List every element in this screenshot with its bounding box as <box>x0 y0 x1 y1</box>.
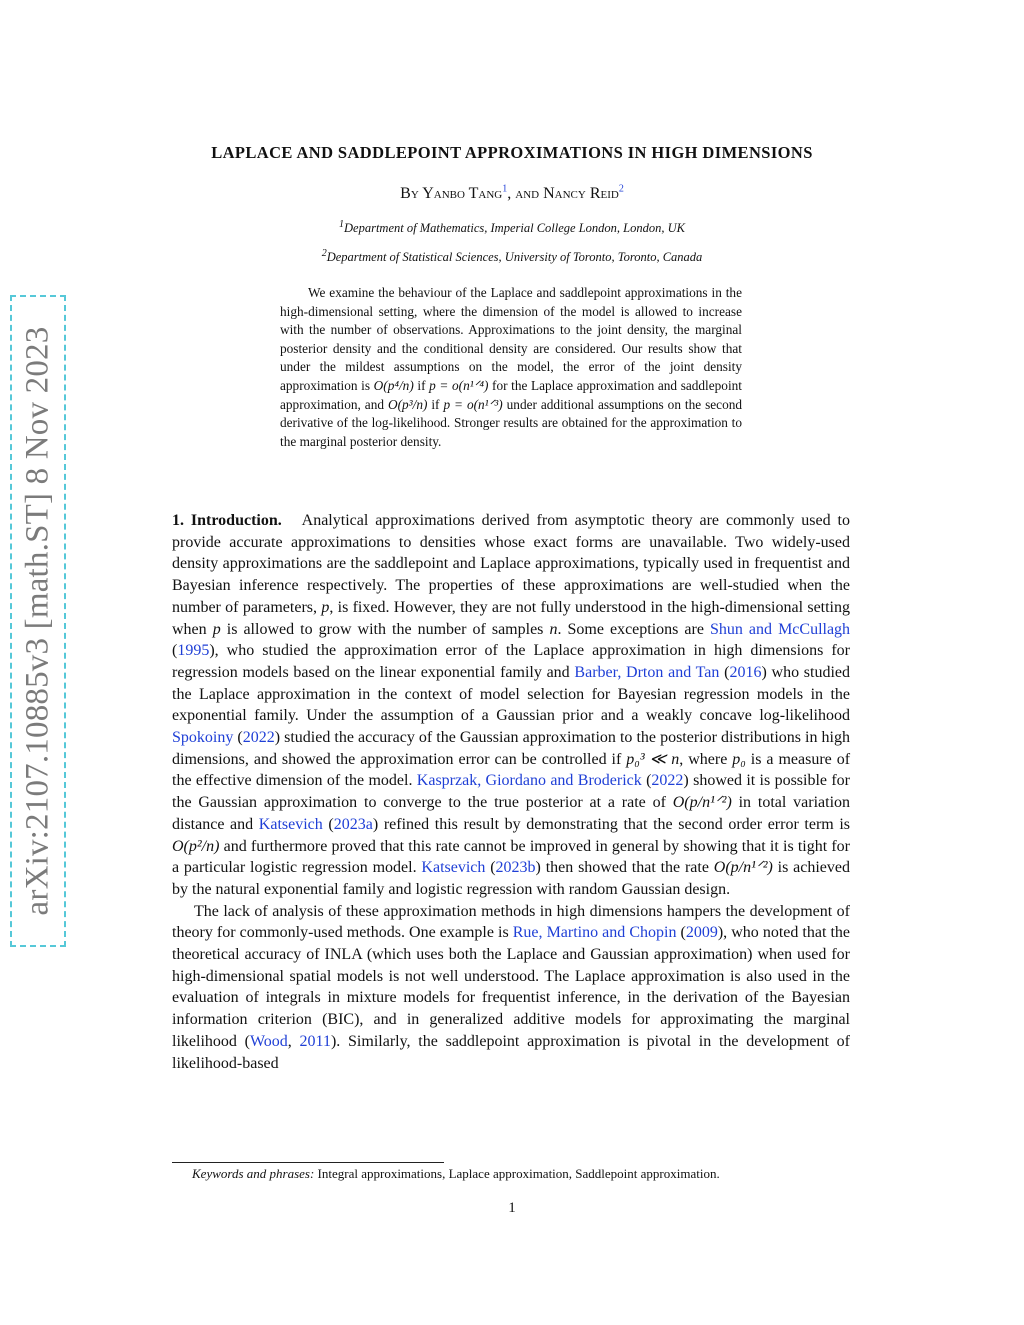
by-label: By <box>400 185 419 202</box>
citation-year-link[interactable]: 2022 <box>242 729 275 747</box>
affiliation-marker[interactable]: 2 <box>618 183 624 195</box>
citation-year-link[interactable]: 2023b <box>495 859 536 877</box>
citation-year-link[interactable]: 2016 <box>729 663 762 681</box>
math-expression: O(p⁴/n) <box>373 377 414 393</box>
citation-link[interactable]: Shun and McCullagh <box>710 620 851 638</box>
affiliation: $^2$Department of Statistical Sciences, University of Toronto, Toronto, Canada <box>321 247 703 264</box>
intro-paragraph: 1. Introduction. Analytical approximations derived from asymptotic theory are commonly used to provide accurate approximations to densities whose exact forms are unavailable. Two widely-used density approximations are the saddlepoint and Laplace approximations, typically used in frequentist and Bayesian inference respectively. The properties of these approximations are well-studied when the number of parameters, p, is fixed. However, they are not fully understood in the high-dimensional setting when p is allowed to grow with the number of samples n. Some exceptions are Shun and McCullagh (1995), who studied the approximation error of the Laplace approximation in high dimensions for regression models based on the linear exponential family and Barber, Drton and Tan (2016) who studied the Laplace approximation in the context of model selection for Bayesian regression models in the exponential family. Under the assumption of a Gaussian prior and a weakly concave log-likelihood Spokoiny (2022) studied the accuracy of the Gaussian approximation to the posterior distributions in high dimensions, and showed the approximation error can be controlled if p₀³ ≪ n, where p₀ is a measure of the effective dimension of the model. Kasprzak, Giordano and Broderick (2022) showed it is possible for the Gaussian approximation to converge to the true posterior at a rate of O(p/n¹ᐟ²) in total variation distance and Katsevich (2023a) refined this result by demonstrating that the second order error term is O(p²/n) and furthermore proved that this rate cannot be improved in general by showing that it is tight for a particular logistic regression model. Katsevich (2023b) then showed that the rate O(p/n¹ᐟ²) is achieved by the natural exponential family and logistic regression with random Gaussian design. <box>172 512 851 898</box>
citation-year-link[interactable]: 2011 <box>299 1032 331 1050</box>
footnote <box>192 1166 720 1182</box>
citation-link[interactable]: Kasprzak, Giordano and Broderick <box>416 772 642 790</box>
math-expression: p = o(n¹ᐟ⁴) <box>429 377 489 393</box>
author-line <box>0 185 1024 203</box>
arxiv-identifier: arXiv:2107.10885v3 [math.ST] 8 Nov 2023 <box>19 326 56 916</box>
citation-year-link[interactable]: 1995 <box>177 642 210 660</box>
citation-link[interactable]: Barber, Drton and Tan <box>574 663 720 681</box>
abstract-paragraph: We examine the behaviour of the Laplace and saddlepoint approximations in the high-dimensional setting, where the dimension of the model is allowed to increase with the number of observations. Approximations to the joint density, the marginal posterior density and the conditional density are considered. Our results show that under the mildest assumptions on the model, the error of the joint density approximation is O(p⁴/n) if p = o(n¹ᐟ⁴) for the Laplace approximation and saddlepoint approximation, and O(p³/n) if p = o(n¹ᐟ³) under additional assumptions on the second derivative of the log-likelihood. Stronger results are obtained for the approximation to the marginal posterior density. <box>280 285 743 449</box>
citation-year-link[interactable]: 2023a <box>333 815 373 833</box>
footnote-label: Keywords and phrases: <box>192 1166 315 1181</box>
citation-year-link[interactable]: 2009 <box>685 924 718 942</box>
abstract <box>280 284 742 451</box>
footnote-text: Integral approximations, Laplace approximation, Saddlepoint approximation. <box>317 1166 720 1181</box>
intro-paragraph: The lack of analysis of these approximation methods in high dimensions hampers the development of theory for commonly-used methods. One example is Rue, Martino and Chopin (2009), who noted that the theoretical accuracy of INLA (which uses both the Laplace and Gaussian approximation) when used for high-dimensional spatial models is not well understood. The Laplace approximation is also used in the evaluation of integrals in mixture models for frequentist inference, in the derivation of the Bayesian information criterion (BIC), and in generalized additive models for approximating the marginal likelihood (Wood, 2011). Similarly, the saddlepoint approximation is pivotal in the development of likelihood-based <box>172 902 851 1072</box>
page-number: 1 <box>508 1200 516 1216</box>
citation-link[interactable]: Rue, Martino and Chopin <box>512 924 677 942</box>
citation-link[interactable]: Katsevich <box>421 859 486 877</box>
section-heading: 1. Introduction. <box>172 512 282 529</box>
arxiv-stamp <box>10 295 66 947</box>
math-expression: O(p³/n) <box>387 396 428 412</box>
author-name: Nancy Reid <box>543 185 619 202</box>
math-expression: p = o(n¹ᐟ³) <box>443 396 503 412</box>
footnote-divider <box>172 1162 444 1163</box>
citation-link[interactable]: Katsevich <box>258 815 323 833</box>
body-text <box>172 510 850 1074</box>
affiliation-marker[interactable]: 1 <box>502 183 508 195</box>
author-separator: , and <box>507 185 540 202</box>
paper-title: LAPLACE AND SADDLEPOINT APPROXIMATIONS IN HIGH DIMENSIONS <box>211 143 813 162</box>
citation-link[interactable]: Wood <box>249 1032 288 1050</box>
affiliation: $^1$Department of Mathematics, Imperial College London, London, UK <box>339 218 685 235</box>
citation-year-link[interactable]: 2022 <box>651 772 684 790</box>
citation-link[interactable]: Spokoiny <box>172 729 234 747</box>
author-name: Yanbo Tang <box>422 185 503 202</box>
